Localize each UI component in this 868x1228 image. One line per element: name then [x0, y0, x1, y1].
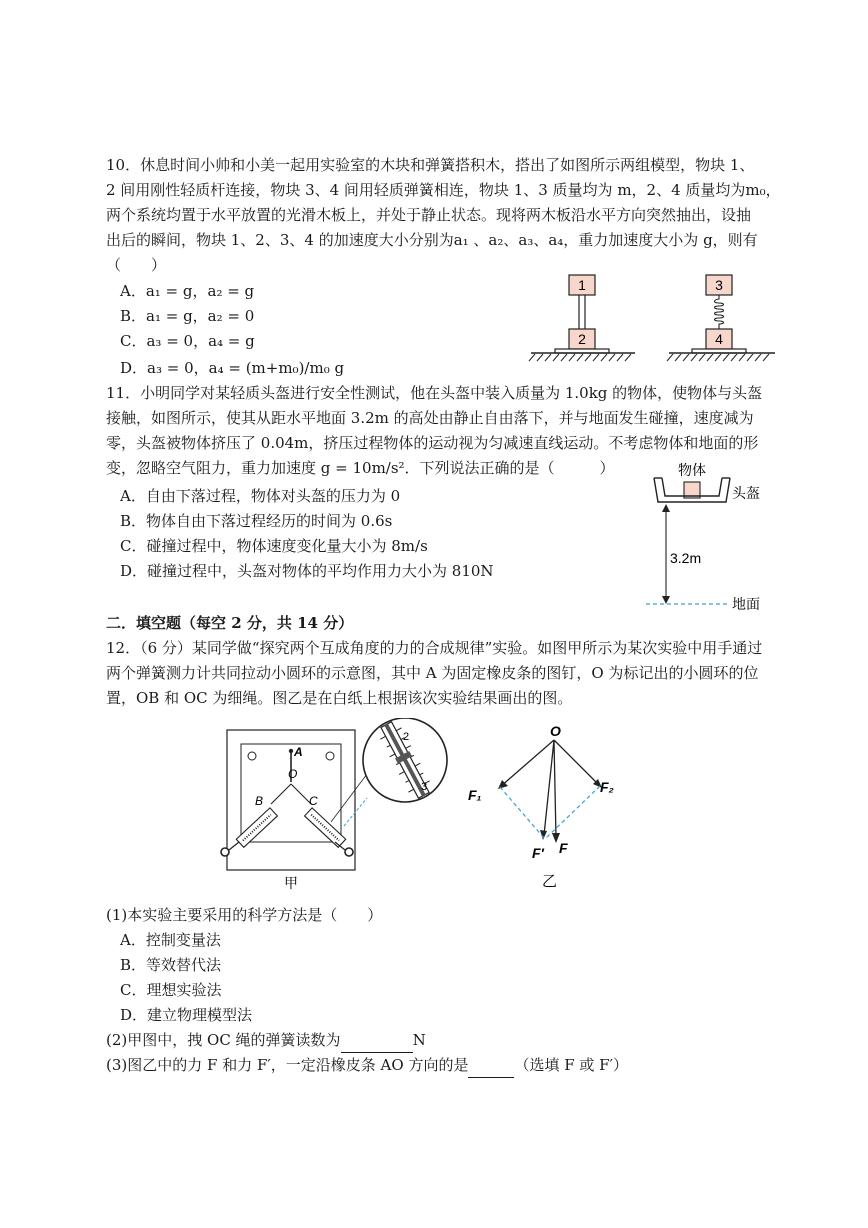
- q12-line-3: 置，OB 和 OC 为细绳。图乙是在白纸上根据该次实验结果画出的图。: [106, 689, 573, 707]
- q12-figure-yi: [462, 720, 632, 890]
- yi-label-F2: F₂: [600, 779, 614, 795]
- q11-figure: [640, 462, 780, 612]
- q10-option-a: A．a₁ = g，a₂ = g: [120, 282, 255, 300]
- q10-line-2: 2 间用刚性轻质杆连接，物块 3、4 间用轻质弹簧相连，物块 1、3 质量均为 m，2、4 质量均为m₀，: [106, 181, 781, 199]
- block-3-label: 3: [715, 277, 723, 293]
- yi-label-F-prime: F′: [532, 845, 544, 861]
- block-4-label: 4: [715, 331, 723, 347]
- q12-sub3-answer-blank[interactable]: [468, 1057, 514, 1078]
- q11-option-c: C．碰撞过程中，物体速度变化量大小为 8m/s: [120, 537, 428, 555]
- q12-sub3-tail: （选填 F 或 F′）: [514, 1056, 628, 1074]
- q12-sub1-option-c: C．理想实验法: [120, 981, 222, 999]
- q10-figure: [525, 268, 785, 373]
- q11-line-4: 变，忽略空气阻力，重力加速度 g = 10m/s²．下列说法正确的是（ ）: [106, 459, 615, 477]
- block-1-label: 1: [578, 277, 586, 293]
- object-label: 物体: [678, 462, 706, 478]
- q11-option-d: D．碰撞过程中，头盔对物体的平均作用力大小为 810N: [120, 562, 494, 580]
- q12-sub2-answer-blank[interactable]: [341, 1032, 413, 1053]
- jia-label-A: A: [294, 745, 303, 759]
- jia-label-O: O: [288, 767, 298, 781]
- q10-option-d: D．a₃ = 0，a₄ = (m+m₀)/m₀ g: [120, 359, 345, 377]
- force-F: [554, 740, 556, 838]
- height-label: 3.2m: [670, 550, 702, 566]
- ground-label: 地面: [732, 596, 760, 612]
- q12-sub1-option-d: D．建立物理模型法: [120, 1006, 253, 1024]
- yi-label-F: F: [559, 840, 568, 856]
- q10-line-5: （ ）: [106, 256, 167, 274]
- q11-line-1: 11．小明同学对某轻质头盔进行安全性测试，他在头盔中装入质量为 1.0kg 的物体，使物体与头盔: [106, 384, 763, 402]
- q12-sub2-unit: N: [412, 1031, 426, 1049]
- q12-figure-jia: [215, 718, 460, 893]
- hand-left: [221, 848, 229, 856]
- q12-sub2: [106, 1030, 426, 1053]
- q11-option-a: A．自由下落过程，物体对头盔的压力为 0: [120, 487, 401, 505]
- q11-option-b: B．物体自由下落过程经历的时间为 0.6s: [120, 512, 393, 530]
- helmet-label: 头盔: [732, 485, 760, 501]
- force-F2: [554, 740, 600, 786]
- block-2-label: 2: [578, 331, 586, 347]
- q12-sub2-text: (2)甲图中，拽 OC 绳的弹簧读数为: [106, 1031, 341, 1049]
- q12-sub3-text: (3)图乙中的力 F 和力 F′，一定沿橡皮条 AO 方向的是: [106, 1056, 469, 1074]
- jia-label-B: B: [255, 794, 264, 808]
- scale-number-top: 2: [403, 731, 410, 743]
- jia-label-C: C: [309, 794, 318, 808]
- q12-line-1: 12．（6 分）某同学做“探究两个互成角度的力的合成规律”实验。如图甲所示为某次实验中用手通过: [106, 639, 763, 657]
- q10-line-4: 出后的瞬间，物块 1、2、3、4 的加速度大小分别为a₁ 、a₂、a₃、a₄，重力加速度大小为 g，则有: [106, 231, 758, 249]
- hand-right: [345, 848, 353, 856]
- scale-number-bottom: 3: [421, 781, 428, 793]
- yi-label-O: O: [550, 723, 561, 739]
- q11-line-3: 零，头盔被物体挤压了 0.04m，挤压过程物体的运动视为匀减速直线运动。不考虑物体和地面的形: [106, 434, 759, 452]
- q12-sub1-option-a: A．控制变量法: [120, 931, 221, 949]
- q12-sub1-option-b: B．等效替代法: [120, 956, 222, 974]
- q10-option-b: B．a₁ = g，a₂ = 0: [120, 307, 255, 325]
- q10-option-c: C．a₃ = 0，a₄ = g: [120, 332, 255, 350]
- force-F-prime: [544, 740, 554, 835]
- section-2-title: 二．填空题（每空 2 分，共 14 分）: [106, 614, 354, 632]
- q11-line-2: 接触，如图所示，使其从距水平地面 3.2m 的高处由静止自由落下，并与地面发生碰撞，速度减为: [106, 409, 754, 427]
- yi-caption: 乙: [542, 873, 558, 890]
- force-F1: [500, 740, 554, 787]
- parallelogram-1: [500, 787, 544, 838]
- q10-line-1: 10．休息时间小帅和小美一起用实验室的木块和弹簧搭积木，搭出了如图所示两组模型，物块 1、: [106, 156, 755, 174]
- q12-sub1-question: (1)本实验主要采用的科学方法是（ ）: [106, 906, 383, 924]
- parallelogram-2: [546, 786, 600, 838]
- q10-line-3: 两个系统均置于水平放置的光滑木板上，并处于静止状态。现将两木板沿水平方向突然抽出，设抽: [106, 206, 752, 224]
- yi-label-F1: F₁: [468, 787, 482, 803]
- jia-caption: 甲: [284, 875, 298, 891]
- q12-line-2: 两个弹簧测力计共同拉动小圆环的示意图，其中 A 为固定橡皮条的图钉，O 为标记出的小圆环的位: [106, 664, 759, 682]
- q12-sub3: [106, 1055, 628, 1078]
- spring: [715, 295, 724, 329]
